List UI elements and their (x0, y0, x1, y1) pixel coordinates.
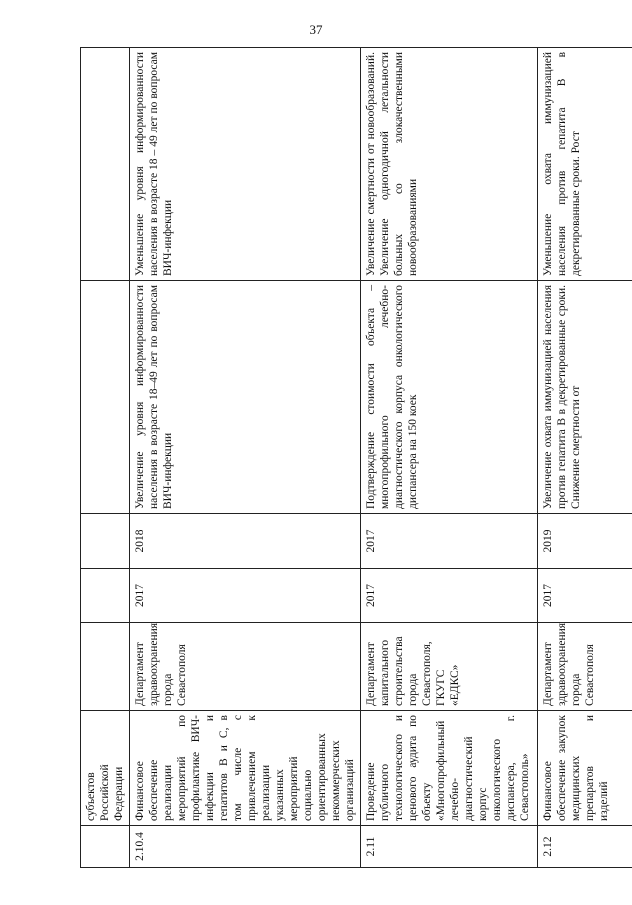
executor: Департамент здравоохранения города Севастополя (538, 623, 632, 711)
start-year: 2017 (130, 569, 361, 623)
row-number: 2.10.4 (130, 826, 361, 868)
header-cell-num (81, 826, 130, 868)
row-number: 2.11 (361, 826, 538, 868)
measures-table-rotated (80, 48, 611, 868)
header-cell-result-final (81, 48, 130, 281)
header-cell-start (81, 569, 130, 623)
page-number: 37 (309, 22, 323, 37)
immediate-result: Увеличение охвата иммунизацией населения против гепатита В в декретированные сроки. Снижение смертности от (538, 281, 632, 514)
measure-name: Финансовое обеспечение закупок медицинских препаратов и изделий (538, 711, 632, 826)
header-cell-name: субъектов Российской Федерации (81, 711, 130, 826)
table-row (130, 48, 361, 868)
start-year: 2017 (361, 569, 538, 623)
non-implementation-consequence: Уменьшение охвата иммунизацией населения против гепатита В в декретированные сроки. Рост (538, 48, 632, 281)
header-cell-executor (81, 623, 130, 711)
table-header-continuation-row (81, 48, 130, 868)
measure-name: Финансовое обеспечение реализации мероприятий по профилактике ВИЧ-инфекции и гепатитов В и С, в том числе с привлечением к реализации указанных мероприятий социально ориентированных некоммерческих организаций (130, 711, 361, 826)
non-implementation-consequence: Увеличение смертности от новообразований. Увеличение одногодичной летальности больных со злокачественными новообразованиями (361, 48, 538, 281)
table-row (361, 48, 538, 868)
measure-name: Проведение публичного технологического и ценового аудита по объекту «Многопрофильный лечебно-диагностический корпус онкологического диспансера, г. Севастополь» (361, 711, 538, 826)
immediate-result: Подтверждение стоимости объекта – многопрофильного лечебно-диагностического корпуса онкологического диспансера на 150 коек (361, 281, 538, 514)
row-number: 2.12 (538, 826, 632, 868)
start-year: 2017 (538, 569, 632, 623)
end-year: 2019 (538, 514, 632, 569)
non-implementation-consequence: Уменьшение уровня информированности населения в возрасте 18 – 49 лет по вопросам ВИЧ-инфекции (130, 48, 361, 281)
executor: Департамент здравоохранения города Севастополя (130, 623, 361, 711)
end-year: 2018 (130, 514, 361, 569)
immediate-result: Увеличение уровня информированности населения в возрасте 18–49 лет по вопросам ВИЧ-инфекции (130, 281, 361, 514)
end-year: 2017 (361, 514, 538, 569)
executor: Департамент капитального строительства города Севастополя, ГКУГС «ЕДКС» (361, 623, 538, 711)
table-row (538, 48, 632, 868)
header-cell-end (81, 514, 130, 569)
header-cell-result-immediate (81, 281, 130, 514)
measures-table (80, 47, 632, 868)
